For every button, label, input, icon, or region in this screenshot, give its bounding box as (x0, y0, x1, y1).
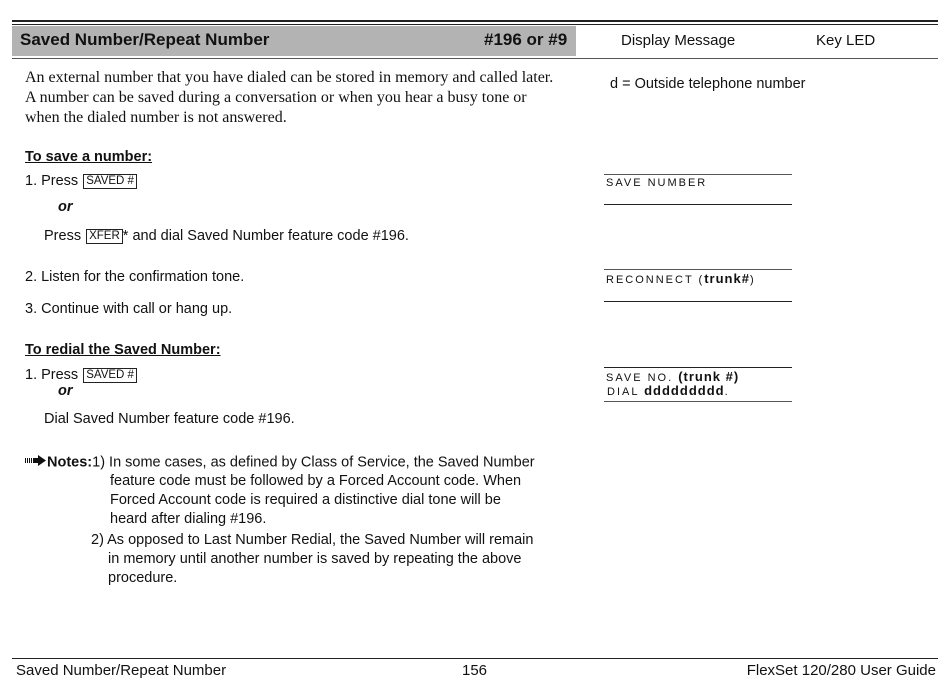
display-message-heading: Display Message (621, 32, 736, 49)
footer-rule (12, 658, 938, 659)
display-rule (604, 367, 792, 368)
save-step-3: 3. Continue with call or hang up. (25, 301, 233, 317)
display-reconnect (606, 271, 756, 286)
notes-block (25, 453, 535, 472)
note-2-line-2: in memory until another number is saved by repeating the above (108, 551, 522, 567)
or-text: or (58, 383, 73, 399)
save-step-1 (25, 173, 138, 189)
footer-section: Saved Number/Repeat Number (16, 662, 227, 679)
alt-prefix: Press (44, 228, 82, 244)
key-led-heading: Key LED (816, 32, 876, 49)
note-2-line-1: 2) As opposed to Last Number Redial, the Saved Number will remain (91, 532, 534, 548)
reconnect-prefix: RECONNECT ( (606, 274, 705, 286)
page-title: Saved Number/Repeat Number (20, 30, 270, 49)
display-rule (604, 301, 792, 302)
display-save-number: SAVE NUMBER (606, 177, 708, 189)
display-save-no (606, 369, 739, 384)
saved-key: SAVED # (83, 368, 137, 383)
save-step-2: 2. Listen for the confirmation tone. (25, 269, 245, 285)
display-rule (604, 174, 792, 175)
top-rule-thick (12, 20, 938, 22)
save-section-title: To save a number: (25, 149, 153, 165)
page-number: 156 (462, 662, 488, 679)
top-rule-thin (12, 24, 938, 25)
header-underline (12, 58, 938, 59)
alt-suffix: * and dial Saved Number feature code #196. (122, 228, 409, 244)
notes-arrow-icon (25, 453, 46, 472)
redial-section-title: To redial the Saved Number: (25, 342, 221, 358)
step-1-prefix: 1. Press (25, 367, 79, 383)
display-rule (604, 269, 792, 270)
legend-text: d = Outside telephone number (610, 76, 806, 92)
footer-guide-title: FlexSet 120/280 User Guide (746, 662, 936, 679)
save-no-trunk: (trunk #) (678, 369, 740, 384)
display-dial (607, 383, 730, 398)
or-text: or (58, 199, 73, 215)
note-1-line-1: 1) In some cases, as defined by Class of Service, the Saved Number (92, 454, 535, 471)
note-1-line-4: heard after dialing #196. (110, 511, 267, 527)
redial-step-1-alt: Dial Saved Number feature code #196. (44, 411, 295, 427)
dial-suffix: . (724, 386, 730, 398)
note-1-line-2: feature code must be followed by a Forced Account code. When (110, 473, 522, 489)
reconnect-suffix: ) (749, 274, 756, 286)
save-step-1-alt (44, 228, 409, 244)
saved-key: SAVED # (83, 174, 137, 189)
note-1-line-3: Forced Account code is required a distinctive dial tone will be (110, 492, 501, 508)
note-2-line-3: procedure. (108, 570, 178, 586)
intro-paragraph: An external number that you have dialed can be stored in memory and called later. A number can be saved during a conversation or when you hear a busy tone or when the dialed number is not answered. (25, 69, 554, 126)
step-1-prefix: 1. Press (25, 173, 79, 189)
notes-label: Notes: (47, 454, 93, 471)
dial-prefix: DIAL (607, 386, 645, 398)
display-rule (604, 204, 792, 205)
save-no-prefix: SAVE NO. (606, 372, 679, 384)
redial-step-1 (25, 367, 138, 383)
display-rule (604, 401, 792, 402)
feature-code: #196 or #9 (484, 30, 568, 49)
reconnect-trunk: trunk# (704, 271, 750, 286)
xfer-key: XFER (86, 229, 123, 244)
dial-digits: ddddddddd (644, 383, 725, 398)
